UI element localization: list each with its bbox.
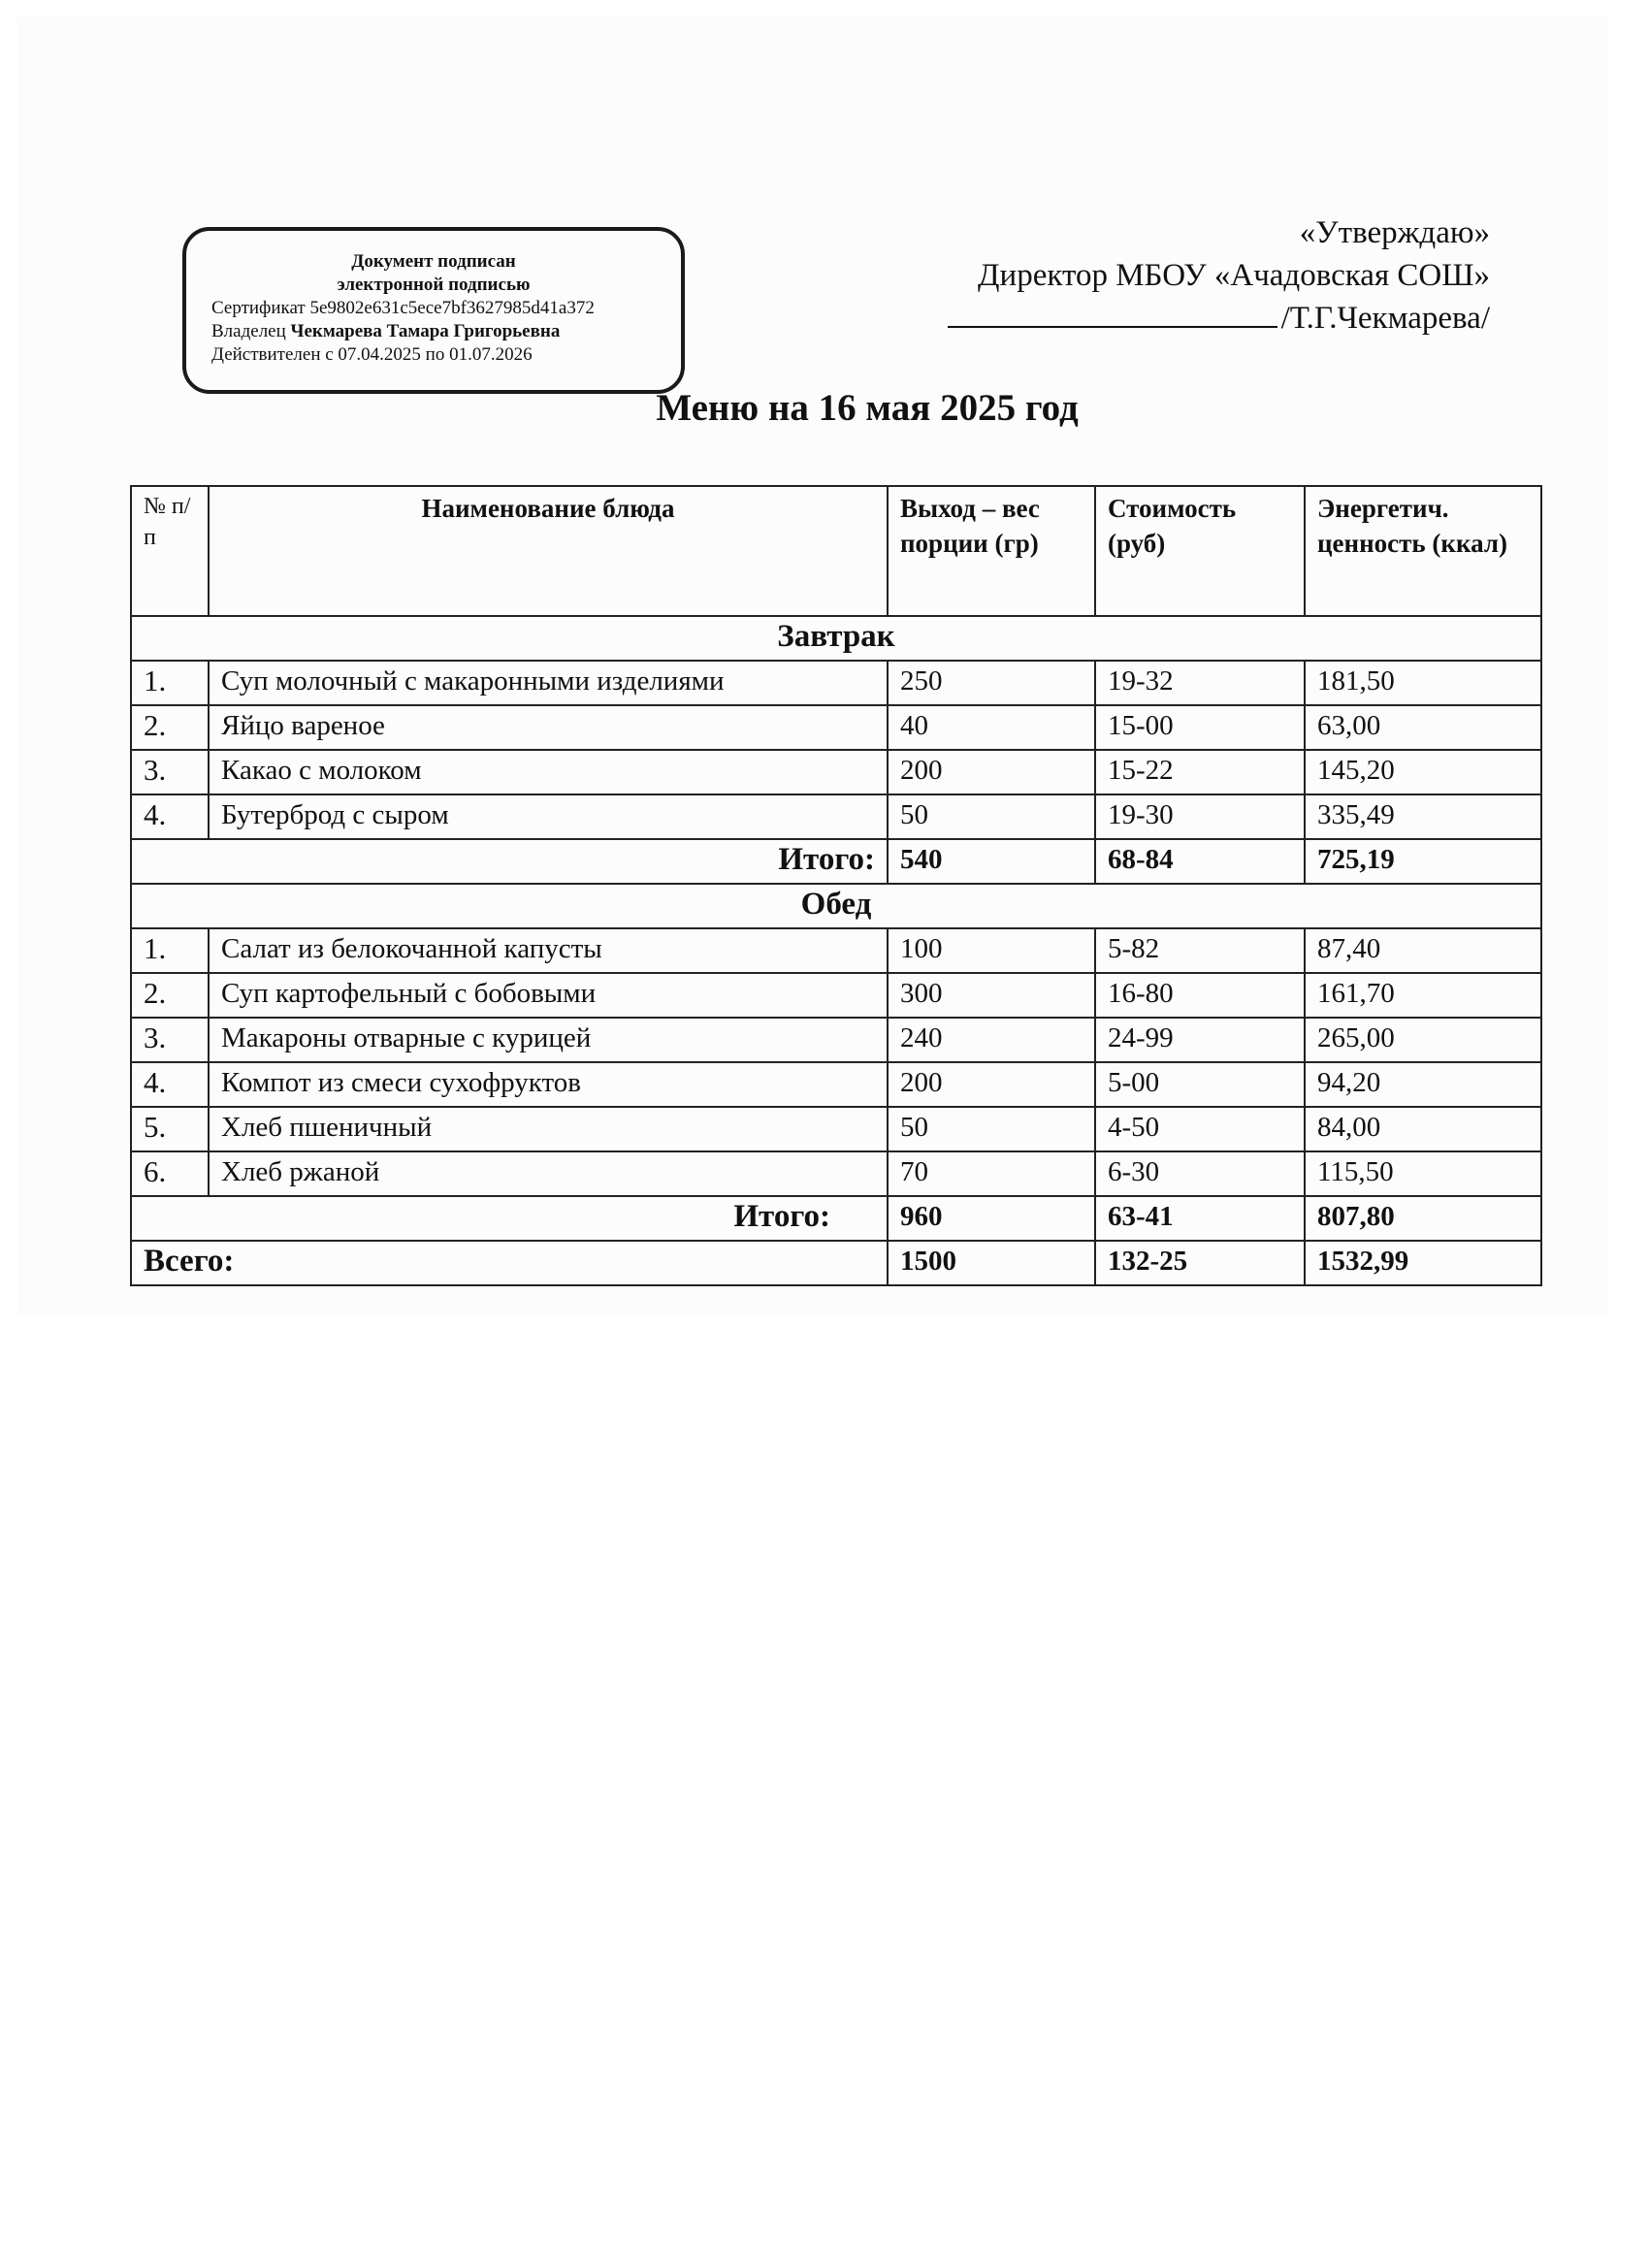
dish-name: Яйцо вареное	[209, 705, 888, 750]
dish-name: Какао с молоком	[209, 750, 888, 794]
dish-energy: 161,70	[1305, 973, 1541, 1018]
dish-name: Суп молочный с макаронными изделиями	[209, 661, 888, 705]
dish-name: Компот из смеси сухофруктов	[209, 1062, 888, 1107]
row-number: 1.	[131, 661, 209, 705]
dish-weight: 100	[888, 928, 1095, 973]
approval-block	[811, 211, 1490, 340]
grand-total-label: Всего:	[131, 1241, 888, 1285]
dish-name: Хлеб ржаной	[209, 1151, 888, 1196]
dish-cost: 19-30	[1095, 794, 1305, 839]
table-row	[131, 794, 1541, 839]
dish-energy: 63,00	[1305, 705, 1541, 750]
signature-line	[948, 297, 1277, 328]
dish-cost: 4-50	[1095, 1107, 1305, 1151]
table-row	[131, 1151, 1541, 1196]
stamp-validity: Действителен с 07.04.2025 по 01.07.2026	[211, 344, 533, 365]
total-weight: 540	[888, 839, 1095, 884]
row-number: 2.	[131, 973, 209, 1018]
page-title: Меню на 16 мая 2025 год	[656, 387, 1079, 429]
dish-energy: 335,49	[1305, 794, 1541, 839]
dish-name: Макароны отварные с курицей	[209, 1018, 888, 1062]
grand-total-weight: 1500	[888, 1241, 1095, 1285]
dish-weight: 70	[888, 1151, 1095, 1196]
stamp-owner	[211, 320, 656, 343]
stamp-cert-value: 5e9802e631c5ece7bf3627985d41a372	[309, 298, 595, 318]
total-weight: 960	[888, 1196, 1095, 1241]
dish-weight: 300	[888, 973, 1095, 1018]
dish-cost: 6-30	[1095, 1151, 1305, 1196]
total-cost: 68-84	[1095, 839, 1305, 884]
row-number: 6.	[131, 1151, 209, 1196]
table-row	[131, 928, 1541, 973]
total-label: Итого:	[131, 839, 888, 884]
dish-cost: 5-82	[1095, 928, 1305, 973]
dish-energy: 265,00	[1305, 1018, 1541, 1062]
row-number: 4.	[131, 1062, 209, 1107]
dish-weight: 240	[888, 1018, 1095, 1062]
dish-energy: 145,20	[1305, 750, 1541, 794]
header-weight: Выход – вес порции (гр)	[888, 486, 1095, 616]
table-row	[131, 1062, 1541, 1107]
stamp-cert-label: Сертификат	[211, 298, 306, 318]
row-number: 4.	[131, 794, 209, 839]
table-row	[131, 1107, 1541, 1151]
section-title: Завтрак	[131, 616, 1541, 661]
dish-name: Салат из белокочанной капусты	[209, 928, 888, 973]
dish-energy: 87,40	[1305, 928, 1541, 973]
header-num: № п/п	[131, 486, 209, 616]
table-row	[131, 705, 1541, 750]
dish-cost: 16-80	[1095, 973, 1305, 1018]
stamp-certificate	[211, 297, 656, 320]
row-number: 5.	[131, 1107, 209, 1151]
table-row	[131, 661, 1541, 705]
dish-cost: 5-00	[1095, 1062, 1305, 1107]
dish-energy: 94,20	[1305, 1062, 1541, 1107]
stamp-line-1: Документ подписан	[351, 251, 516, 272]
dish-cost: 24-99	[1095, 1018, 1305, 1062]
dish-name: Бутерброд с сыром	[209, 794, 888, 839]
table-row	[131, 750, 1541, 794]
header-cost: Стоимость (руб)	[1095, 486, 1305, 616]
breakfast-total-row	[131, 839, 1541, 884]
dish-energy: 84,00	[1305, 1107, 1541, 1151]
total-cost: 63-41	[1095, 1196, 1305, 1241]
electronic-signature-stamp	[182, 227, 685, 394]
section-title: Обед	[131, 884, 1541, 928]
approval-position: Директор МБОУ «Ачадовская СОШ»	[978, 258, 1490, 293]
row-number: 3.	[131, 750, 209, 794]
table-row	[131, 1018, 1541, 1062]
dish-name: Суп картофельный с бобовыми	[209, 973, 888, 1018]
dish-name: Хлеб пшеничный	[209, 1107, 888, 1151]
grand-total-row	[131, 1241, 1541, 1285]
dish-cost: 15-22	[1095, 750, 1305, 794]
dish-weight: 200	[888, 1062, 1095, 1107]
dish-weight: 200	[888, 750, 1095, 794]
dish-weight: 250	[888, 661, 1095, 705]
row-number: 1.	[131, 928, 209, 973]
lunch-total-row	[131, 1196, 1541, 1241]
stamp-owner-label: Владелец	[211, 321, 286, 341]
approval-signature-row	[811, 297, 1490, 340]
total-label: Итого:	[131, 1196, 888, 1241]
grand-total-cost: 132-25	[1095, 1241, 1305, 1285]
grand-total-energy: 1532,99	[1305, 1241, 1541, 1285]
menu-table	[130, 485, 1542, 1286]
section-breakfast	[131, 616, 1541, 661]
table-header-row	[131, 486, 1541, 616]
section-lunch	[131, 884, 1541, 928]
dish-energy: 181,50	[1305, 661, 1541, 705]
table-row	[131, 973, 1541, 1018]
header-name: Наименование блюда	[209, 486, 888, 616]
total-energy: 725,19	[1305, 839, 1541, 884]
dish-cost: 19-32	[1095, 661, 1305, 705]
dish-weight: 50	[888, 1107, 1095, 1151]
header-energy: Энергетич. ценность (ккал)	[1305, 486, 1541, 616]
dish-energy: 115,50	[1305, 1151, 1541, 1196]
row-number: 2.	[131, 705, 209, 750]
approval-heading: «Утверждаю»	[1299, 215, 1490, 250]
row-number: 3.	[131, 1018, 209, 1062]
stamp-owner-value: Чекмарева Тамара Григорьевна	[290, 321, 561, 341]
approval-signature-name: /Т.Г.Чекмарева/	[1280, 301, 1490, 336]
total-energy: 807,80	[1305, 1196, 1541, 1241]
dish-cost: 15-00	[1095, 705, 1305, 750]
dish-weight: 40	[888, 705, 1095, 750]
dish-weight: 50	[888, 794, 1095, 839]
stamp-line-2: электронной подписью	[337, 275, 531, 295]
